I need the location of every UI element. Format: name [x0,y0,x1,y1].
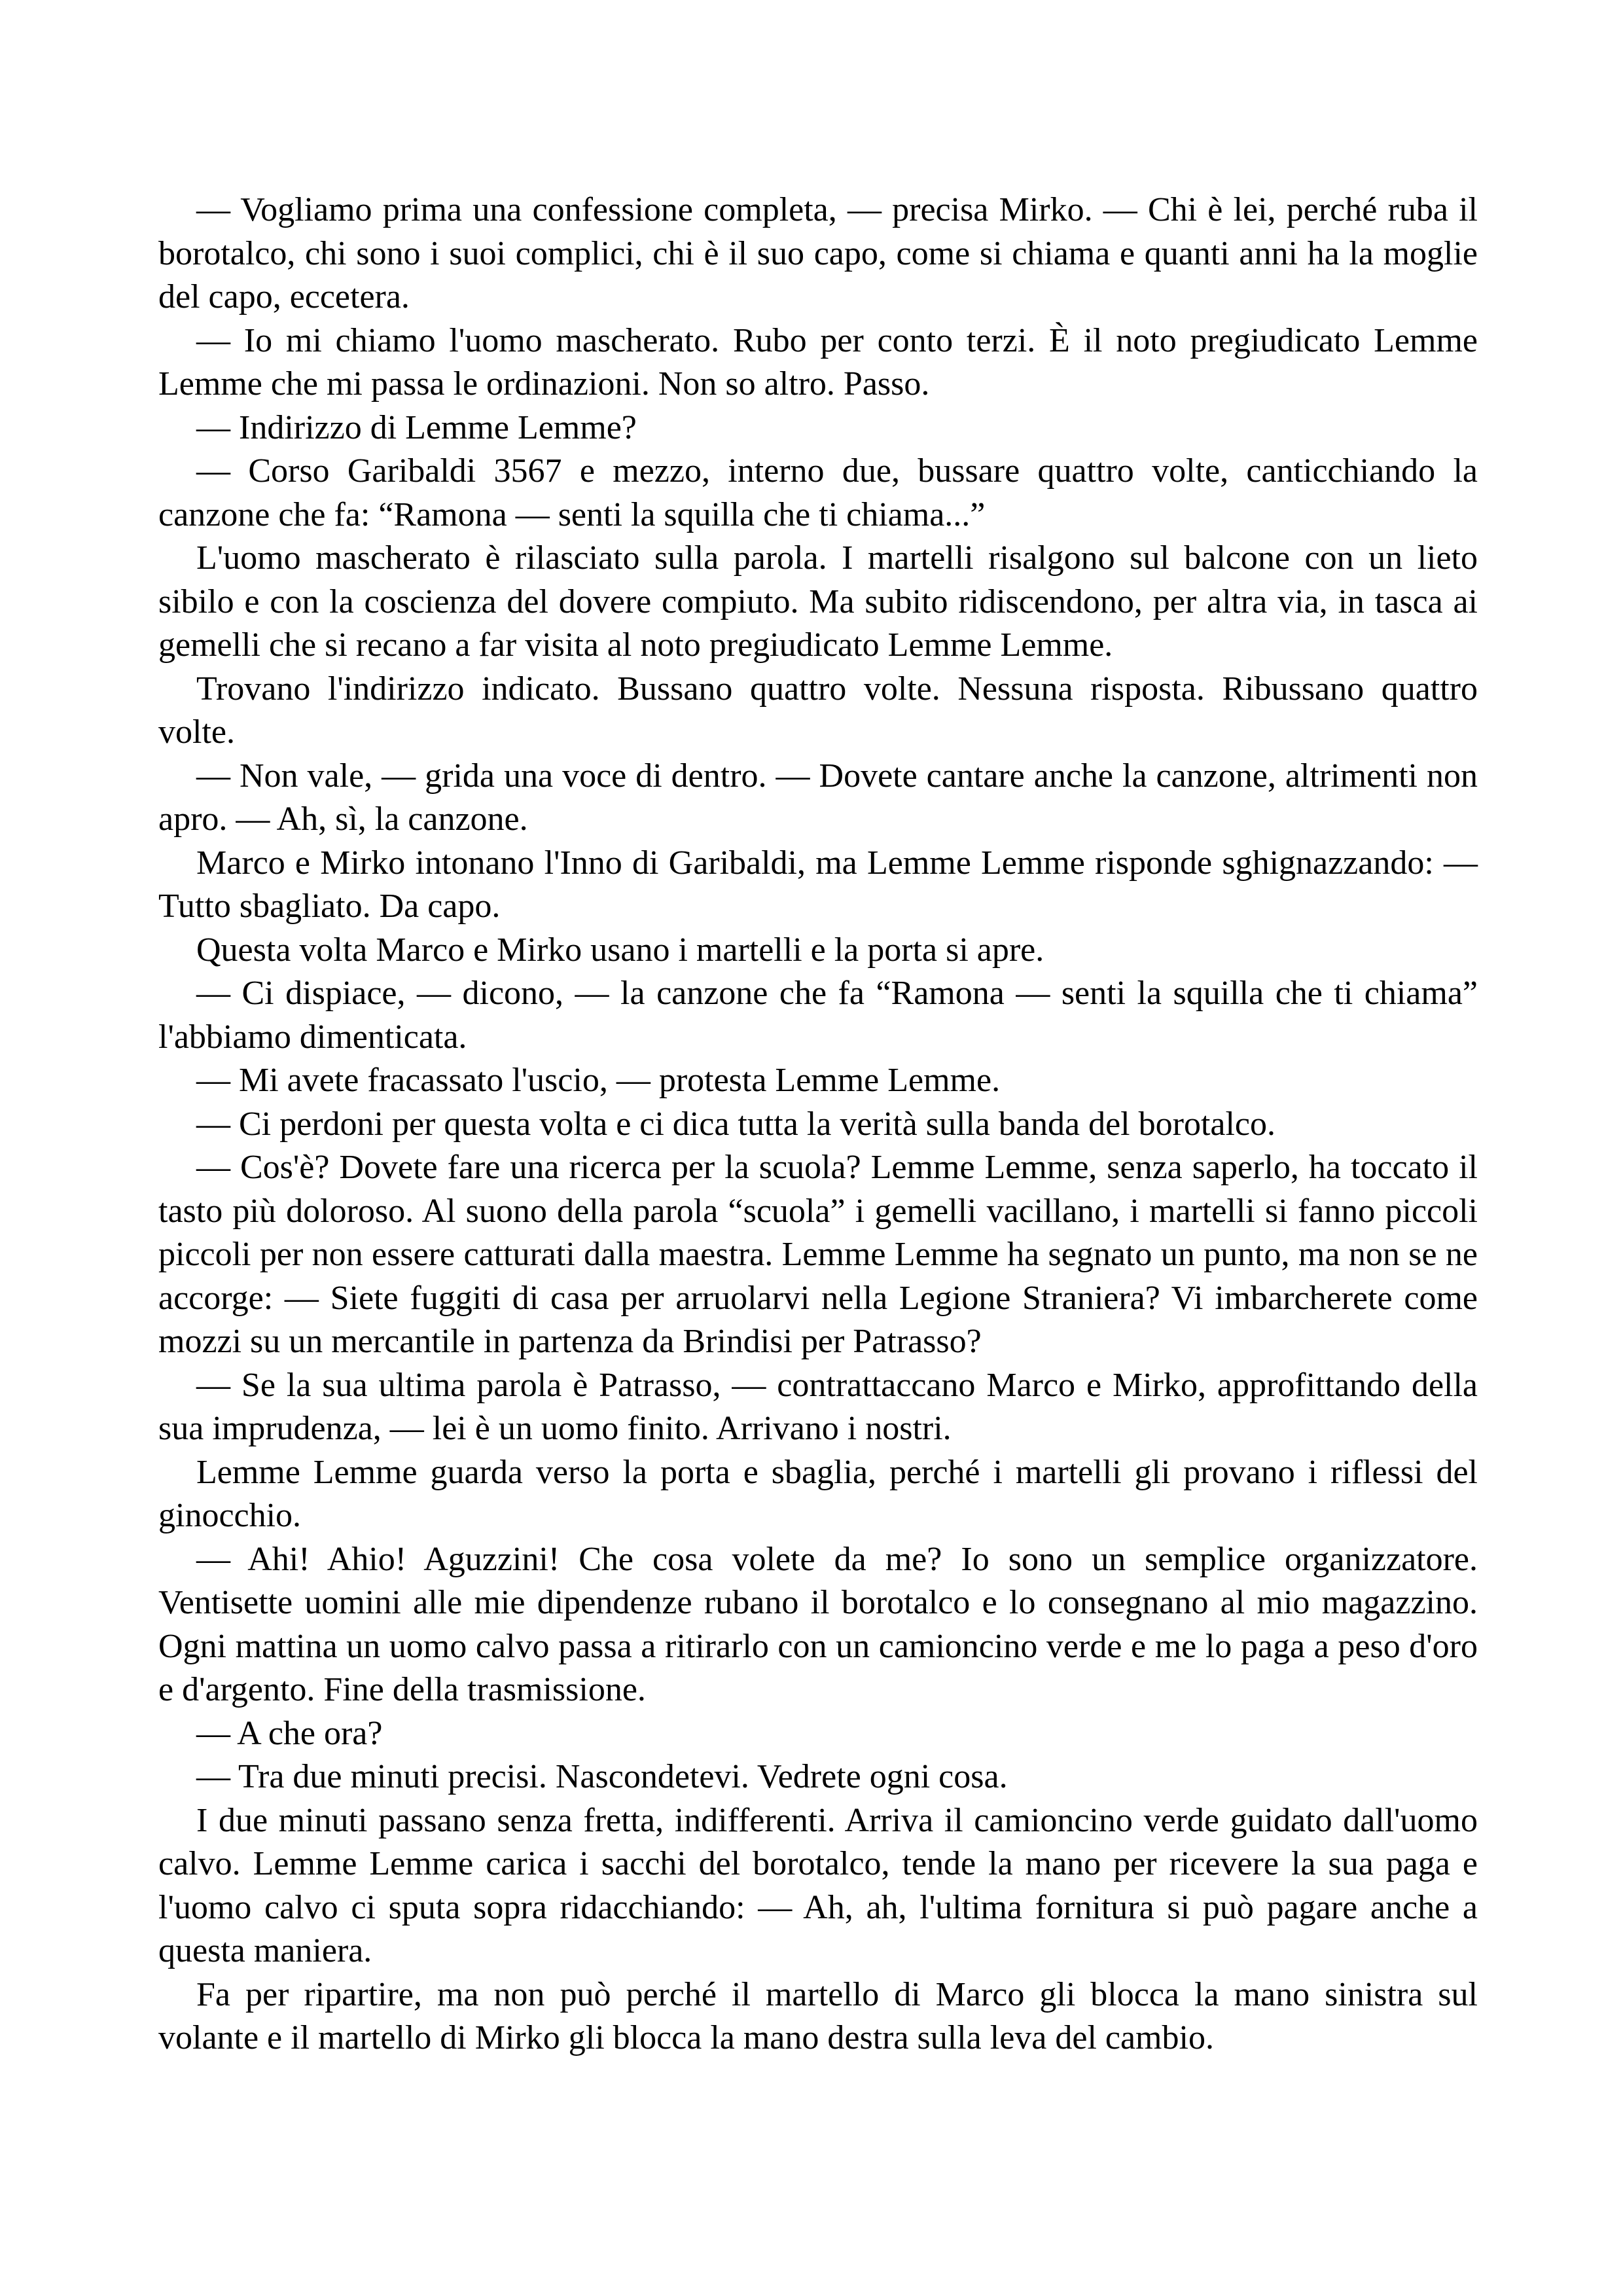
paragraph-2: — Io mi chiamo l'uomo mascherato. Rubo per conto terzi. È il noto pregiudicato Lemme Lemme che mi passa le ordinazioni. Non so altro. Passo. [158,321,1478,403]
paragraph-10: — Ci dispiace, — dicono, — la canzone che fa “Ramona — senti la squilla che ti chiama” l'abbiamo dimenticata. [158,975,1478,1056]
body-text [158,188,1478,2060]
paragraph-4: — Corso Garibaldi 3567 e mezzo, interno due, bussare quattro volte, canticchiando la canzone che fa: “Ramona — senti la squilla che ti chiama...” [158,452,1478,533]
paragraph-9: Questa volta Marco e Mirko usano i martelli e la porta si apre. [196,931,1044,969]
paragraph-3: — Indirizzo di Lemme Lemme? [196,408,637,446]
paragraph-8: Marco e Mirko intonano l'Inno di Garibaldi, ma Lemme Lemme risponde sghignazzando: — Tutto sbagliato. Da capo. [158,844,1478,925]
paragraph-6: Trovano l'indirizzo indicato. Bussano quattro volte. Nessuna risposta. Ribussano quattro volte. [158,670,1478,751]
paragraph-12: — Ci perdoni per questa volta e ci dica tutta la verità sulla banda del borotalco. [196,1105,1275,1143]
paragraph-13: — Cos'è? Dovete fare una ricerca per la scuola? Lemme Lemme, senza saperlo, ha toccato il tasto più doloroso. Al suono della parola “scuola” i gemelli vacillano, i martelli si fanno piccoli piccoli per non essere catturati dalla maestra. Lemme Lemme ha segnato un punto, ma non se ne accorge: — Siete fuggiti di casa per arruolarvi nella Legione Straniera? Vi imbarcherete come mozzi su un mercantile in partenza da Brindisi per Patrasso? [158,1149,1478,1360]
paragraph-5: L'uomo mascherato è rilasciato sulla parola. I martelli risalgono sul balcone con un lieto sibilo e con la coscienza del dovere compiuto. Ma subito ridiscendono, per altra via, in tasca ai gemelli che si recano a far visita al noto pregiudicato Lemme Lemme. [158,539,1478,664]
paragraph-11: — Mi avete fracassato l'uscio, — protesta Lemme Lemme. [196,1062,1001,1099]
paragraph-19: I due minuti passano senza fretta, indifferenti. Arriva il camioncino verde guidato dall'uomo calvo. Lemme Lemme carica i sacchi del borotalco, tende la mano per ricevere la sua paga e l'uomo calvo ci sputa sopra ridacchiando: — Ah, ah, l'ultima fornitura si può pagare anche a questa maniera. [158,1801,1478,1969]
paragraph-15: Lemme Lemme guarda verso la porta e sbaglia, perché i martelli gli provano i riflessi del ginocchio. [158,1453,1478,1534]
paragraph-14: — Se la sua ultima parola è Patrasso, — contrattaccano Marco e Mirko, approfittando della sua imprudenza, — lei è un uomo finito. Arrivano i nostri. [158,1366,1478,1447]
paragraph-1: — Vogliamo prima una confessione completa, — precisa Mirko. — Chi è lei, perché ruba il borotalco, chi sono i suoi complici, chi è il suo capo, come si chiama e quanti anni ha la moglie del capo, eccetera. [158,191,1478,315]
paragraph-7: — Non vale, — grida una voce di dentro. — Dovete cantare anche la canzone, altrimenti non apro. — Ah, sì, la canzone. [158,757,1478,838]
paragraph-18: — Tra due minuti precisi. Nascondetevi. Vedrete ogni cosa. [196,1758,1008,1795]
paragraph-16: — Ahi! Ahio! Aguzzini! Che cosa volete da me? Io sono un semplice organizzatore. Ventisette uomini alle mie dipendenze rubano il borotalco e lo consegnano al mio magazzino. Ogni mattina un uomo calvo passa a ritirarlo con un camioncino verde e me lo paga a peso d'oro e d'argento. Fine della trasmissione. [158,1540,1478,1708]
paragraph-20: Fa per ripartire, ma non può perché il martello di Marco gli blocca la mano sinistra sul volante e il martello di Mirko gli blocca la mano destra sulla leva del cambio. [158,1975,1478,2056]
paragraph-17: — A che ora? [196,1714,383,1752]
